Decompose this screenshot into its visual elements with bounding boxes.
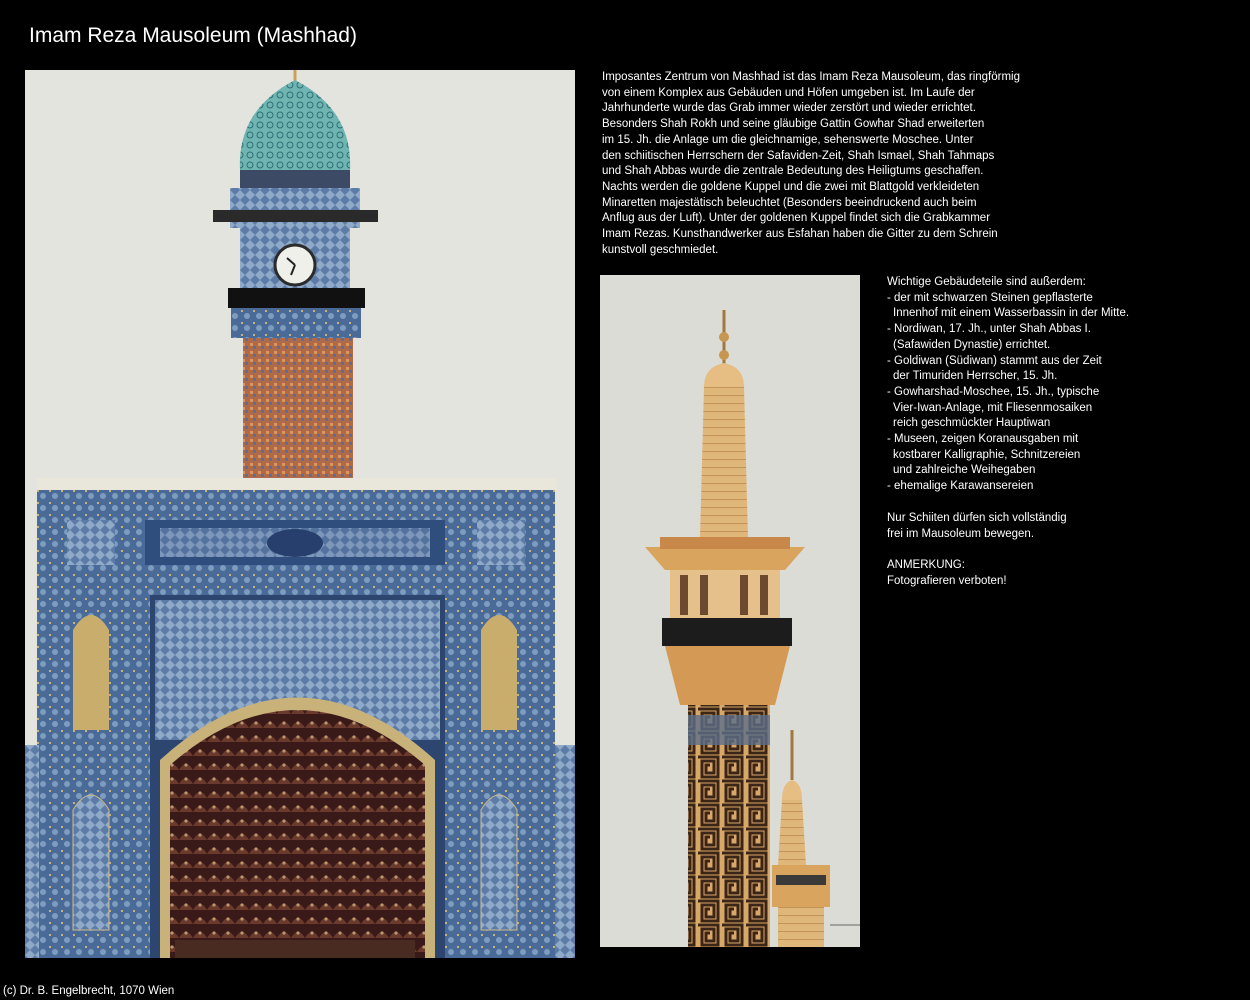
- list-item-continuation: kostbarer Kalligraphie, Schnitzereien: [893, 448, 1081, 461]
- list-item: - Museen, zeigen Koranausgaben mit: [887, 433, 1079, 446]
- intro-line: den schiitischen Herrschern der Safaviden-Zeit, Shah Ismael, Shah Tahmaps: [602, 149, 995, 162]
- list-item: - der mit schwarzen Steinen gepflasterte: [887, 291, 1093, 304]
- list-item-continuation: reich geschmückter Hauptiwan: [893, 417, 1051, 430]
- list-item-continuation: Vier-Iwan-Anlage, mit Fliesenmosaiken: [893, 401, 1093, 414]
- page-title: Imam Reza Mausoleum (Mashhad): [29, 24, 357, 47]
- note-line: Nur Schiiten dürfen sich vollständig: [887, 512, 1067, 524]
- list-item-continuation: (Safawiden Dynastie) errichtet.: [893, 338, 1051, 351]
- mausoleum-iwan-photo: [25, 70, 575, 958]
- intro-line: Anflug aus der Luft). Unter der goldenen Kuppel findet sich die Grabkammer: [602, 212, 991, 225]
- intro-text: [602, 70, 1042, 258]
- golden-minarets-photo: [600, 275, 860, 947]
- intro-line: im 15. Jh. die Anlage um die gleichnamige, sehenswerte Moschee. Unter: [602, 133, 974, 146]
- intro-line: und Shah Abbas wurde die zentrale Bedeutung des Heiligtums geschaffen.: [602, 165, 984, 178]
- intro-line: Jahrhunderte wurde das Grab immer wieder zerstört und wieder errichtet.: [602, 102, 976, 115]
- note-line: frei im Mausoleum bewegen.: [887, 527, 1035, 540]
- intro-line: Nachts werden die goldene Kuppel und die zwei mit Blattgold verkleideten: [602, 180, 980, 193]
- building-parts-list: [887, 275, 1237, 495]
- list-item: - Nordiwan, 17. Jh., unter Shah Abbas I.: [887, 323, 1091, 336]
- list-item-continuation: Innenhof mit einem Wasserbassin in der Mitte.: [893, 307, 1130, 320]
- list-heading: Wichtige Gebäudeteile sind außerdem:: [887, 276, 1086, 288]
- note-label: ANMERKUNG:: [887, 559, 965, 572]
- intro-line: Besonders Shah Rokh und seine gläubige Gattin Gowhar Shad erweiterten: [602, 118, 985, 131]
- photo-warning: Fotografieren verboten!: [887, 574, 1007, 587]
- intro-line: Minaretten majestätisch beleuchtet (Besonders beeindruckend auch beim: [602, 196, 977, 209]
- list-item: - Gowharshad-Moschee, 15. Jh., typische: [887, 385, 1100, 398]
- intro-line: kunstvoll geschmiedet.: [602, 243, 719, 256]
- list-item: - ehemalige Karawansereien: [887, 480, 1034, 493]
- list-item: - Goldiwan (Südiwan) stammt aus der Zeit: [887, 354, 1102, 367]
- spacer: [887, 542, 1067, 558]
- list-item-continuation: und zahlreiche Weihegaben: [893, 464, 1036, 477]
- visitor-note: [887, 511, 1067, 590]
- list-item-continuation: der Timuriden Herrscher, 15. Jh.: [893, 370, 1058, 383]
- intro-line: Imam Rezas. Kunsthandwerker aus Esfahan haben die Gitter zu dem Schrein: [602, 228, 998, 241]
- intro-line: von einem Komplex aus Gebäuden und Höfen umgeben ist. Im Laufe der: [602, 86, 975, 99]
- intro-line: Imposantes Zentrum von Mashhad ist das Imam Reza Mausoleum, das ringförmig: [602, 71, 1021, 83]
- copyright-footer: (c) Dr. B. Engelbrecht, 1070 Wien: [3, 985, 175, 997]
